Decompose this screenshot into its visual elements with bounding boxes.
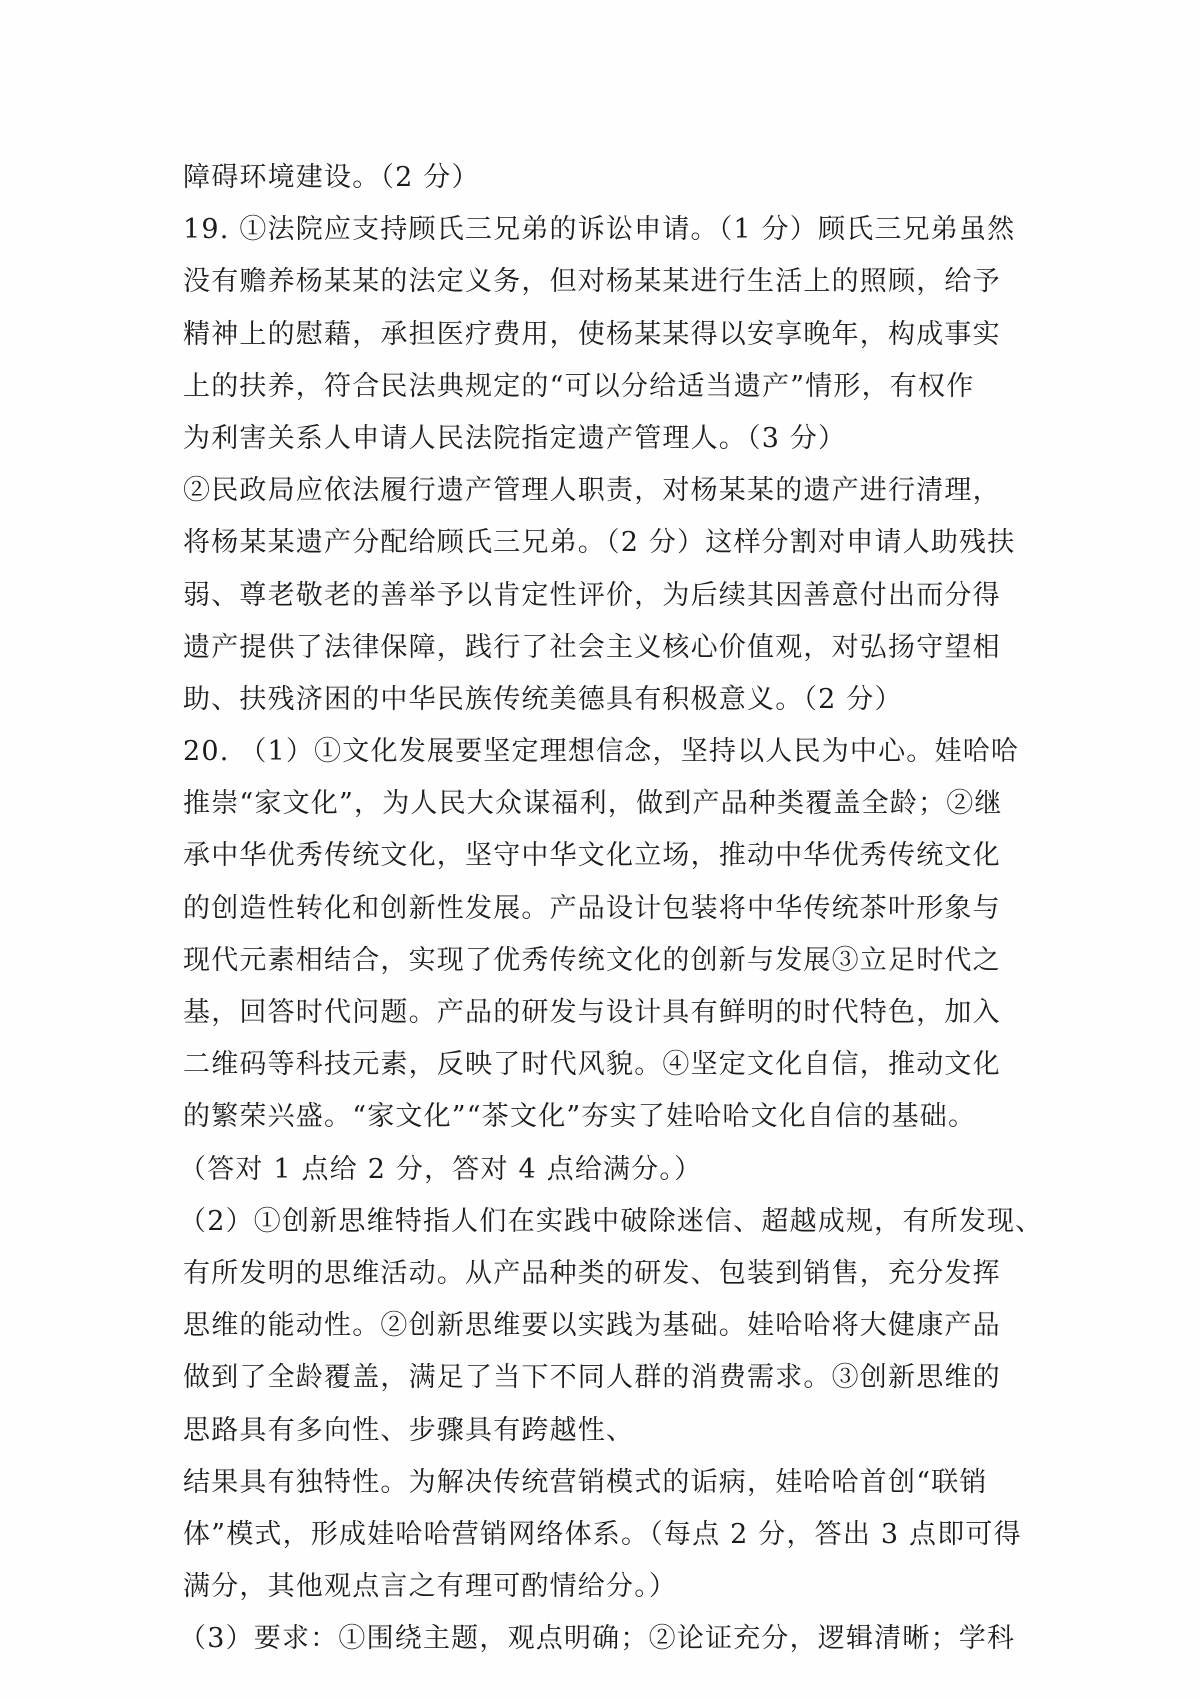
text-line: 没有赡养杨某某的法定义务，但对杨某某进行生活上的照顾，给予 [183, 266, 1001, 298]
text-line: 精神上的慰藉，承担医疗费用，使杨某某得以安享晚年，构成事实 [183, 318, 1001, 350]
text-line: 现代元素相结合，实现了优秀传统文化的创新与发展③立足时代之 [183, 944, 1001, 976]
text-line: （答对 1 点给 2 分，答对 4 点给满分。） [179, 1153, 703, 1185]
text-line: 上的扶养，符合民法典规定的“可以分给适当遗产”情形，有权作 [183, 370, 975, 402]
text-line: 承中华优秀传统文化，坚守中华文化立场，推动中华优秀传统文化 [183, 840, 1001, 872]
text-line: 结果具有独特性。为解决传统营销模式的诟病，娃哈哈首创“联销 [183, 1466, 988, 1498]
answer-text-block [179, 152, 1044, 1665]
text-line: 弱、尊老敬老的善举予以肯定性评价，为后续其因善意付出而分得 [183, 579, 1001, 611]
text-line: 障碍环境建设。（2 分） [183, 162, 480, 193]
text-line: ②民政局应依法履行遗产管理人职责，对杨某某的遗产进行清理， [183, 475, 1001, 507]
text-line: 体”模式，形成娃哈哈营销网络体系。（每点 2 分，答出 3 点即可得 [183, 1518, 1022, 1550]
text-line: 为利害关系人申请人民法院指定遗产管理人。（3 分） [183, 422, 847, 454]
text-line: 基，回答时代问题。产品的研发与设计具有鲜明的时代特色，加入 [183, 997, 1001, 1028]
text-line: （2）①创新思维特指人们在实践中破除迷信、超越成规，有所发现、 [179, 1205, 1044, 1237]
text-line: （3）要求：①围绕主题，观点明确；②论证充分，逻辑清晰；学科 [179, 1623, 1016, 1655]
text-line: 遗产提供了法律保障，践行了社会主义核心价值观，对弘扬守望相 [183, 631, 1001, 663]
text-line: 推崇“家文化”，为人民大众谋福利，做到产品种类覆盖全龄；②继 [183, 788, 1003, 820]
text-line: 的繁荣兴盛。“家文化”“茶文化”夯实了娃哈哈文化自信的基础。 [183, 1101, 977, 1133]
text-line: 将杨某某遗产分配给顾氏三兄弟。（2 分）这样分割对申请人助残扶 [183, 527, 1016, 559]
text-line: 思路具有多向性、步骤具有跨越性、 [183, 1414, 635, 1446]
text-line: 有所发明的思维活动。从产品种类的研发、包装到销售，充分发挥 [183, 1257, 1001, 1289]
text-line: 满分，其他观点言之有理可酌情给分。） [183, 1571, 678, 1603]
text-line: 助、扶残济困的中华民族传统美德具有积极意义。（2 分） [183, 683, 903, 715]
text-line: 20. （1）①文化发展要坚定理想信念，坚持以人民为中心。娃哈哈 [183, 736, 1020, 768]
text-line: 19. ①法院应支持顾氏三兄弟的诉讼申请。（1 分）顾氏三兄弟虽然 [183, 214, 1016, 246]
text-line: 的创造性转化和创新性发展。产品设计包装将中华传统茶叶形象与 [183, 892, 1001, 924]
text-line: 思维的能动性。②创新思维要以实践为基础。娃哈哈将大健康产品 [183, 1310, 1001, 1342]
text-line: 二维码等科技元素，反映了时代风貌。④坚定文化自信，推动文化 [183, 1049, 1001, 1081]
text-line: 做到了全龄覆盖，满足了当下不同人群的消费需求。③创新思维的 [183, 1362, 1001, 1394]
